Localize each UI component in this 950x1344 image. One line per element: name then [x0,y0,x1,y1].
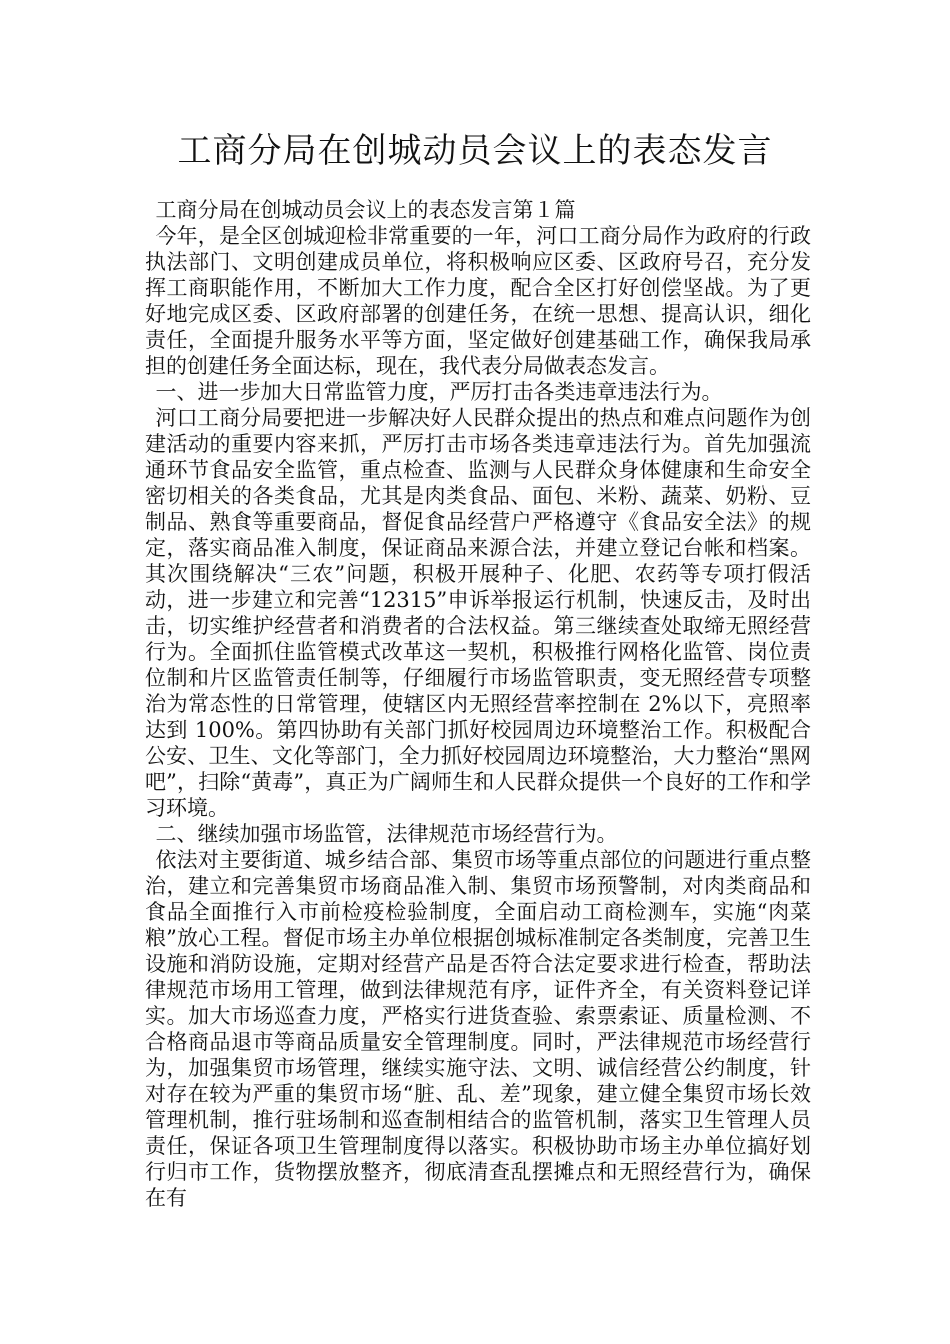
section-heading: 工商分局在创城动员会议上的表态发言第１篇 [155,198,576,222]
section-heading: 二、继续加强市场监管，法律规范市场经营行为。 [155,822,618,846]
paragraph: 河口工商分局要把进一步解决好人民群众提出的热点和难点问题作为创建活动的重要内容来抓，严厉打击市场各类违章违法行为。首先加强流通环节食品安全监管，重点检查、监测与人民群众身体健康和生命安全密切相关的各类食品，尤其是肉类食品、面包、米粉、蔬菜、奶粉、豆制品、熟食等重要商品，督促食品经营户严格遵守《食品安全法》的规定，落实商品准入制度，保证商品来源合法，并建立登记台帐和档案。其次围绕解决“三农”问题，积极开展种子、化肥、农药等专项打假活动，进一步建立和完善“12315”申诉举报运行机制，快速反击，及时出击，切实维护经营者和消费者的合法权益。第三继续查处取缔无照经营行为。全面抓住监管模式改革这一契机，积极推行网格化监管、岗位责位制和片区监管责任制等，仔细履行市场监管职责，变无照经营专项整治为常态性的日常管理，使辖区内无照经营率控制在 2%以下，亮照率达到 100%。第四协助有关部门抓好校园周边环境整治工作。积极配合公安、卫生、文化等部门，全力抓好校园周边环境整治，大力整治“黑网吧”，扫除“黄毒”，真正为广阔师生和人民群众提供一个良好的工作和学习环境。 [145,406,811,820]
section-heading: 一、进一步加大日常监管力度，严厉打击各类违章违法行为。 [155,380,723,404]
paragraph: 依法对主要街道、城乡结合部、集贸市场等重点部位的问题进行重点整治，建立和完善集贸市场商品准入制、集贸市场预警制，对肉类商品和食品全面推行入市前检疫检验制度，全面启动工商检测车，实施“肉菜粮”放心工程。督促市场主办单位根据创城标准制定各类制度，完善卫生设施和消防设施，定期对经营产品是否符合法定要求进行检查，帮助法律规范市场用工管理，做到法律规范有序，证件齐全，有关资料登记详实。加大市场巡查力度，严格实行进货查验、索票索证、质量检测、不合格商品退市等商品质量安全管理制度。同时，严法律规范市场经营行为，加强集贸市场管理，继续实施守法、文明、诚信经营公约制度，针对存在较为严重的集贸市场“脏、乱、差”现象，建立健全集贸市场长效管理机制，推行驻场制和巡查制相结合的监管机制，落实卫生管理人员责任，保证各项卫生管理制度得以落实。积极协助市场主办单位搞好划行归市工作，货物摆放整齐，彻底清查乱摆摊点和无照经营行为，确保在有 [145,848,811,1210]
document-body [145,197,811,1211]
paragraph: 今年，是全区创城迎检非常重要的一年，河口工商分局作为政府的行政执法部门、文明创建成员单位，将积极响应区委、区政府号召，充分发挥工商职能作用，不断加大工作力度，配合全区打好创偿坚战。为了更好地完成区委、区政府部署的创建任务，在统一思想、提高认识，细化责任，全面提升服务水平等方面，坚定做好创建基础工作，确保我局承担的创建任务全面达标，现在，我代表分局做表态发言。 [145,224,811,378]
document-title: 工商分局在创城动员会议上的表态发言 [177,131,773,171]
